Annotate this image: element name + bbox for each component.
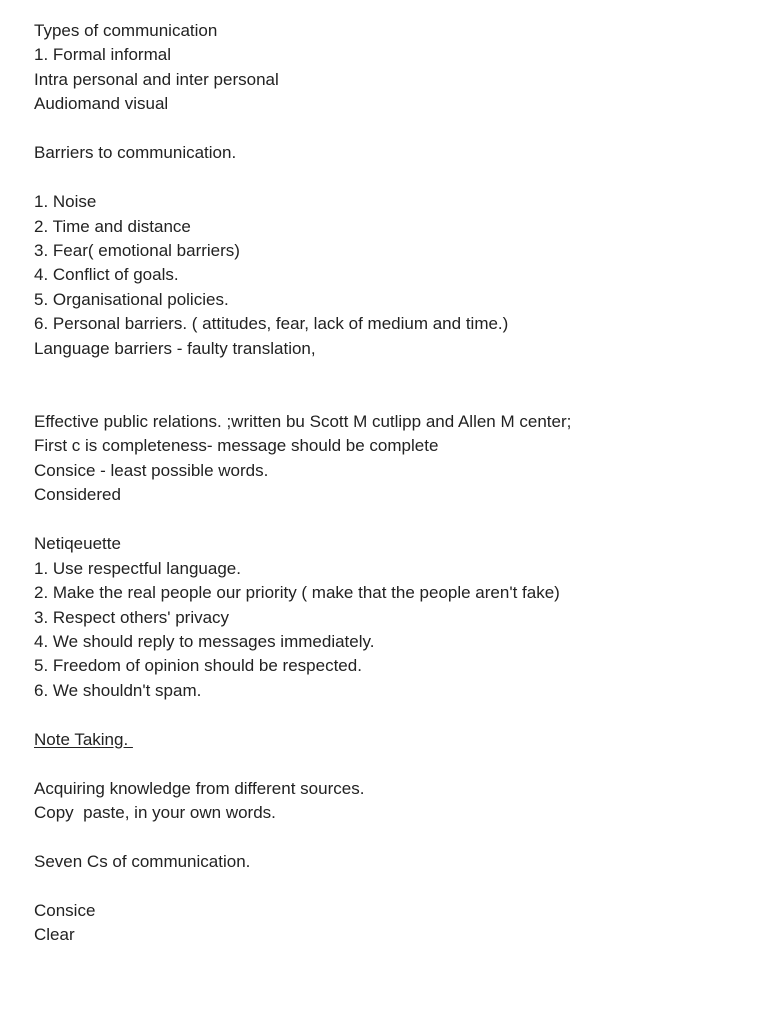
list-item: 1. Use respectful language. xyxy=(34,558,241,578)
blank-line xyxy=(34,361,754,385)
heading-note-taking: Note Taking. xyxy=(34,729,133,749)
blank-line xyxy=(34,874,754,898)
text-line: Intra personal and inter personal xyxy=(34,69,279,89)
text-line: Consice - least possible words. xyxy=(34,460,269,480)
list-item: 5. Organisational policies. xyxy=(34,289,229,309)
blank-line xyxy=(34,703,754,727)
text-line: Considered xyxy=(34,485,121,505)
blank-line xyxy=(34,386,754,410)
blank-line xyxy=(34,825,754,849)
text-line: Consice xyxy=(34,900,96,920)
list-item: 1. Noise xyxy=(34,192,97,212)
text-line: Copy paste, in your own words. xyxy=(34,803,276,822)
list-item: 4. Conflict of goals. xyxy=(34,265,179,285)
note-document xyxy=(34,19,754,948)
list-item: 3. Respect others' privacy xyxy=(34,607,230,627)
list-item: 4. We should reply to messages immediately. xyxy=(34,631,375,651)
text-line: Acquiring knowledge from different sources. xyxy=(34,778,365,798)
heading-types-of-communication: Types of communication xyxy=(34,21,218,40)
blank-line xyxy=(34,166,754,190)
text-line: First c is completeness- message should be complete xyxy=(34,436,439,456)
heading-seven-cs: Seven Cs of communication. xyxy=(34,851,251,871)
text-line: Language barriers - faulty translation, xyxy=(34,338,316,358)
heading-effective-public-relations: Effective public relations. ;written bu Scott M cutlipp and Allen M center; xyxy=(34,412,572,431)
list-item: 5. Freedom of opinion should be respected. xyxy=(34,656,362,676)
list-item: 2. Time and distance xyxy=(34,216,191,236)
text-line: Audiomand visual xyxy=(34,94,169,114)
heading-barriers: Barriers to communication. xyxy=(34,143,237,163)
blank-line xyxy=(34,117,754,141)
list-item: 6. We shouldn't spam. xyxy=(34,680,202,700)
list-item: 2. Make the real people our priority ( make that the people aren't fake) xyxy=(34,583,560,603)
text-line: 1. Formal informal xyxy=(34,45,171,65)
blank-line xyxy=(34,752,754,776)
list-item: 3. Fear( emotional barriers) xyxy=(34,240,240,260)
text-line: Clear xyxy=(34,925,75,945)
heading-netiquette: Netiqeuette xyxy=(34,534,121,554)
blank-line xyxy=(34,508,754,532)
list-item: 6. Personal barriers. ( attitudes, fear, lack of medium and time.) xyxy=(34,314,509,334)
